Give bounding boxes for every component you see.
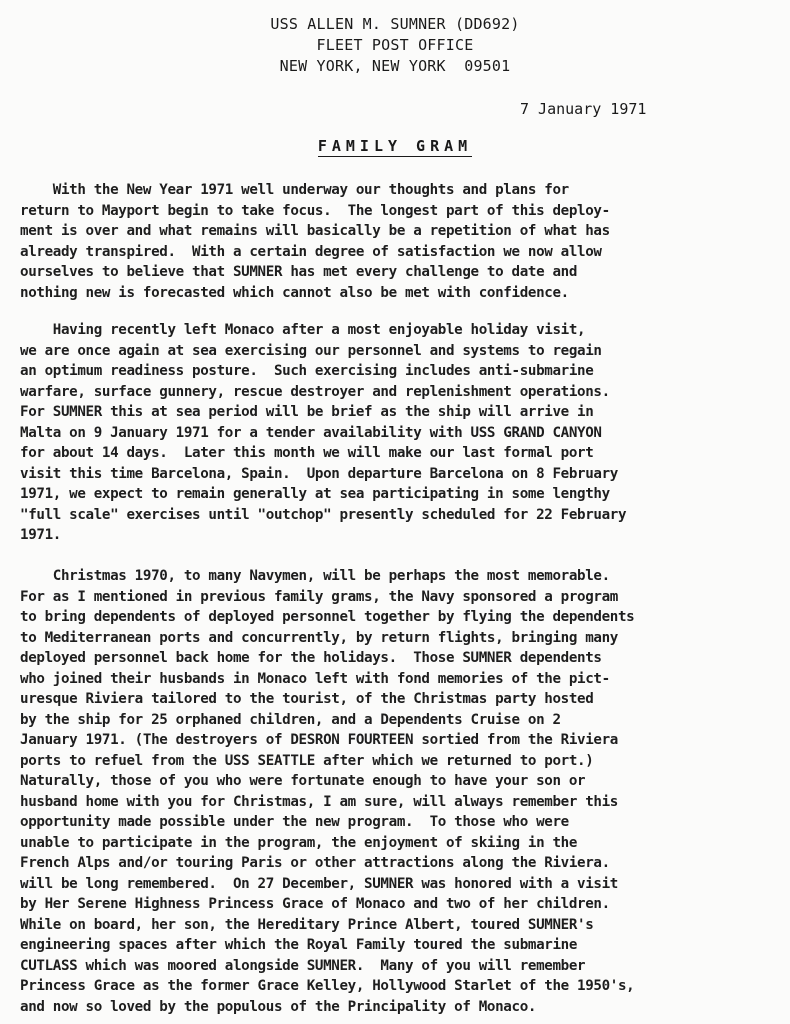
text-line: Having recently left Monaco after a most enjoyable holiday visit,: [20, 322, 586, 338]
text-line: uresque Riviera tailored to the tourist, of the Christmas party hosted: [20, 691, 594, 707]
paragraph-3: [20, 566, 780, 1017]
text-line: who joined their husbands in Monaco left with fond memories of the pict-: [20, 670, 610, 687]
text-line: for about 14 days. Later this month we will make our last formal port: [20, 445, 594, 461]
text-line: by Her Serene Highness Princess Grace of Monaco and two of her children.: [20, 896, 610, 912]
text-line: ports to refuel from the USS SEATTLE after which we returned to port.): [20, 752, 594, 769]
text-line: husband home with you for Christmas, I am sure, will always remember this: [20, 793, 618, 810]
text-line: to Mediterranean ports and concurrently, by return flights, bringing many: [20, 629, 618, 646]
text-line: will be long remembered. On 27 December, SUMNER was honored with a visit: [20, 875, 618, 892]
text-line: 1971.: [20, 527, 61, 543]
text-line: Christmas 1970, to many Navymen, will be perhaps the most memorable.: [20, 568, 610, 584]
text-line: and now so loved by the populous of the Principality of Monaco.: [20, 998, 537, 1015]
text-line: visit this time Barcelona, Spain. Upon departure Barcelona on 8 February: [20, 465, 618, 482]
text-line: French Alps and/or touring Paris or other attractions along the Riviera.: [20, 855, 610, 871]
paragraph-1: [20, 180, 780, 303]
text-line: "full scale" exercises until "outchop" presently scheduled for 22 February: [20, 506, 627, 523]
text-line: opportunity made possible under the new program. To those who were: [20, 814, 569, 830]
letterhead-ship-name: USS ALLEN M. SUMNER (DD692): [270, 15, 520, 33]
text-line: warfare, surface gunnery, rescue destroyer and replenishment operations.: [20, 383, 610, 400]
text-line: by the ship for 25 orphaned children, and a Dependents Cruise on 2: [20, 711, 561, 728]
text-line: 1971, we expect to remain generally at sea participating in some lengthy: [20, 486, 610, 502]
text-line: deployed personnel back home for the holidays. Those SUMNER dependents: [20, 650, 602, 666]
text-line: we are once again at sea exercising our personnel and systems to regain: [20, 342, 602, 359]
paragraph-2: [20, 320, 780, 546]
text-line: to bring dependents of deployed personnel together by flying the dependents: [20, 609, 635, 625]
text-line: Malta on 9 January 1971 for a tender availability with USS GRAND CANYON: [20, 424, 602, 441]
letterhead-post-office: FLEET POST OFFICE: [316, 36, 474, 54]
letterhead-city: NEW YORK, NEW YORK 09501: [279, 57, 511, 75]
text-line: January 1971. (The destroyers of DESRON FOURTEEN sortied from the Riviera: [20, 732, 618, 748]
text-line: For as I mentioned in previous family grams, the Navy sponsored a program: [20, 588, 618, 605]
letterhead: [0, 14, 790, 77]
text-line: Princess Grace as the former Grace Kelley, Hollywood Starlet of the 1950's,: [20, 978, 635, 994]
letter-date: 7 January 1971: [520, 100, 647, 118]
text-line: already transpired. With a certain degree of satisfaction we now allow: [20, 243, 602, 260]
text-line: engineering spaces after which the Royal Family toured the submarine: [20, 937, 578, 953]
text-line: ment is over and what remains will basically be a repetition of what has: [20, 223, 610, 239]
text-line: For SUMNER this at sea period will be brief as the ship will arrive in: [20, 404, 594, 420]
text-line: return to Mayport begin to take focus. The longest part of this deploy-: [20, 202, 610, 219]
text-line: While on board, her son, the Hereditary Prince Albert, toured SUMNER's: [20, 916, 594, 933]
text-line: unable to participate in the program, the enjoyment of skiing in the: [20, 834, 578, 851]
text-line: an optimum readiness posture. Such exercising includes anti-submarine: [20, 363, 594, 379]
text-line: With the New Year 1971 well underway our thoughts and plans for: [20, 182, 569, 198]
document-title: [0, 137, 790, 155]
text-line: nothing new is forecasted which cannot also be met with confidence.: [20, 284, 569, 301]
document-title-text: FAMILY GRAM: [317, 137, 473, 155]
text-line: Naturally, those of you who were fortunate enough to have your son or: [20, 773, 586, 789]
text-line: ourselves to believe that SUMNER has met every challenge to date and: [20, 264, 578, 280]
text-line: CUTLASS which was moored alongside SUMNER. Many of you will remember: [20, 957, 586, 974]
